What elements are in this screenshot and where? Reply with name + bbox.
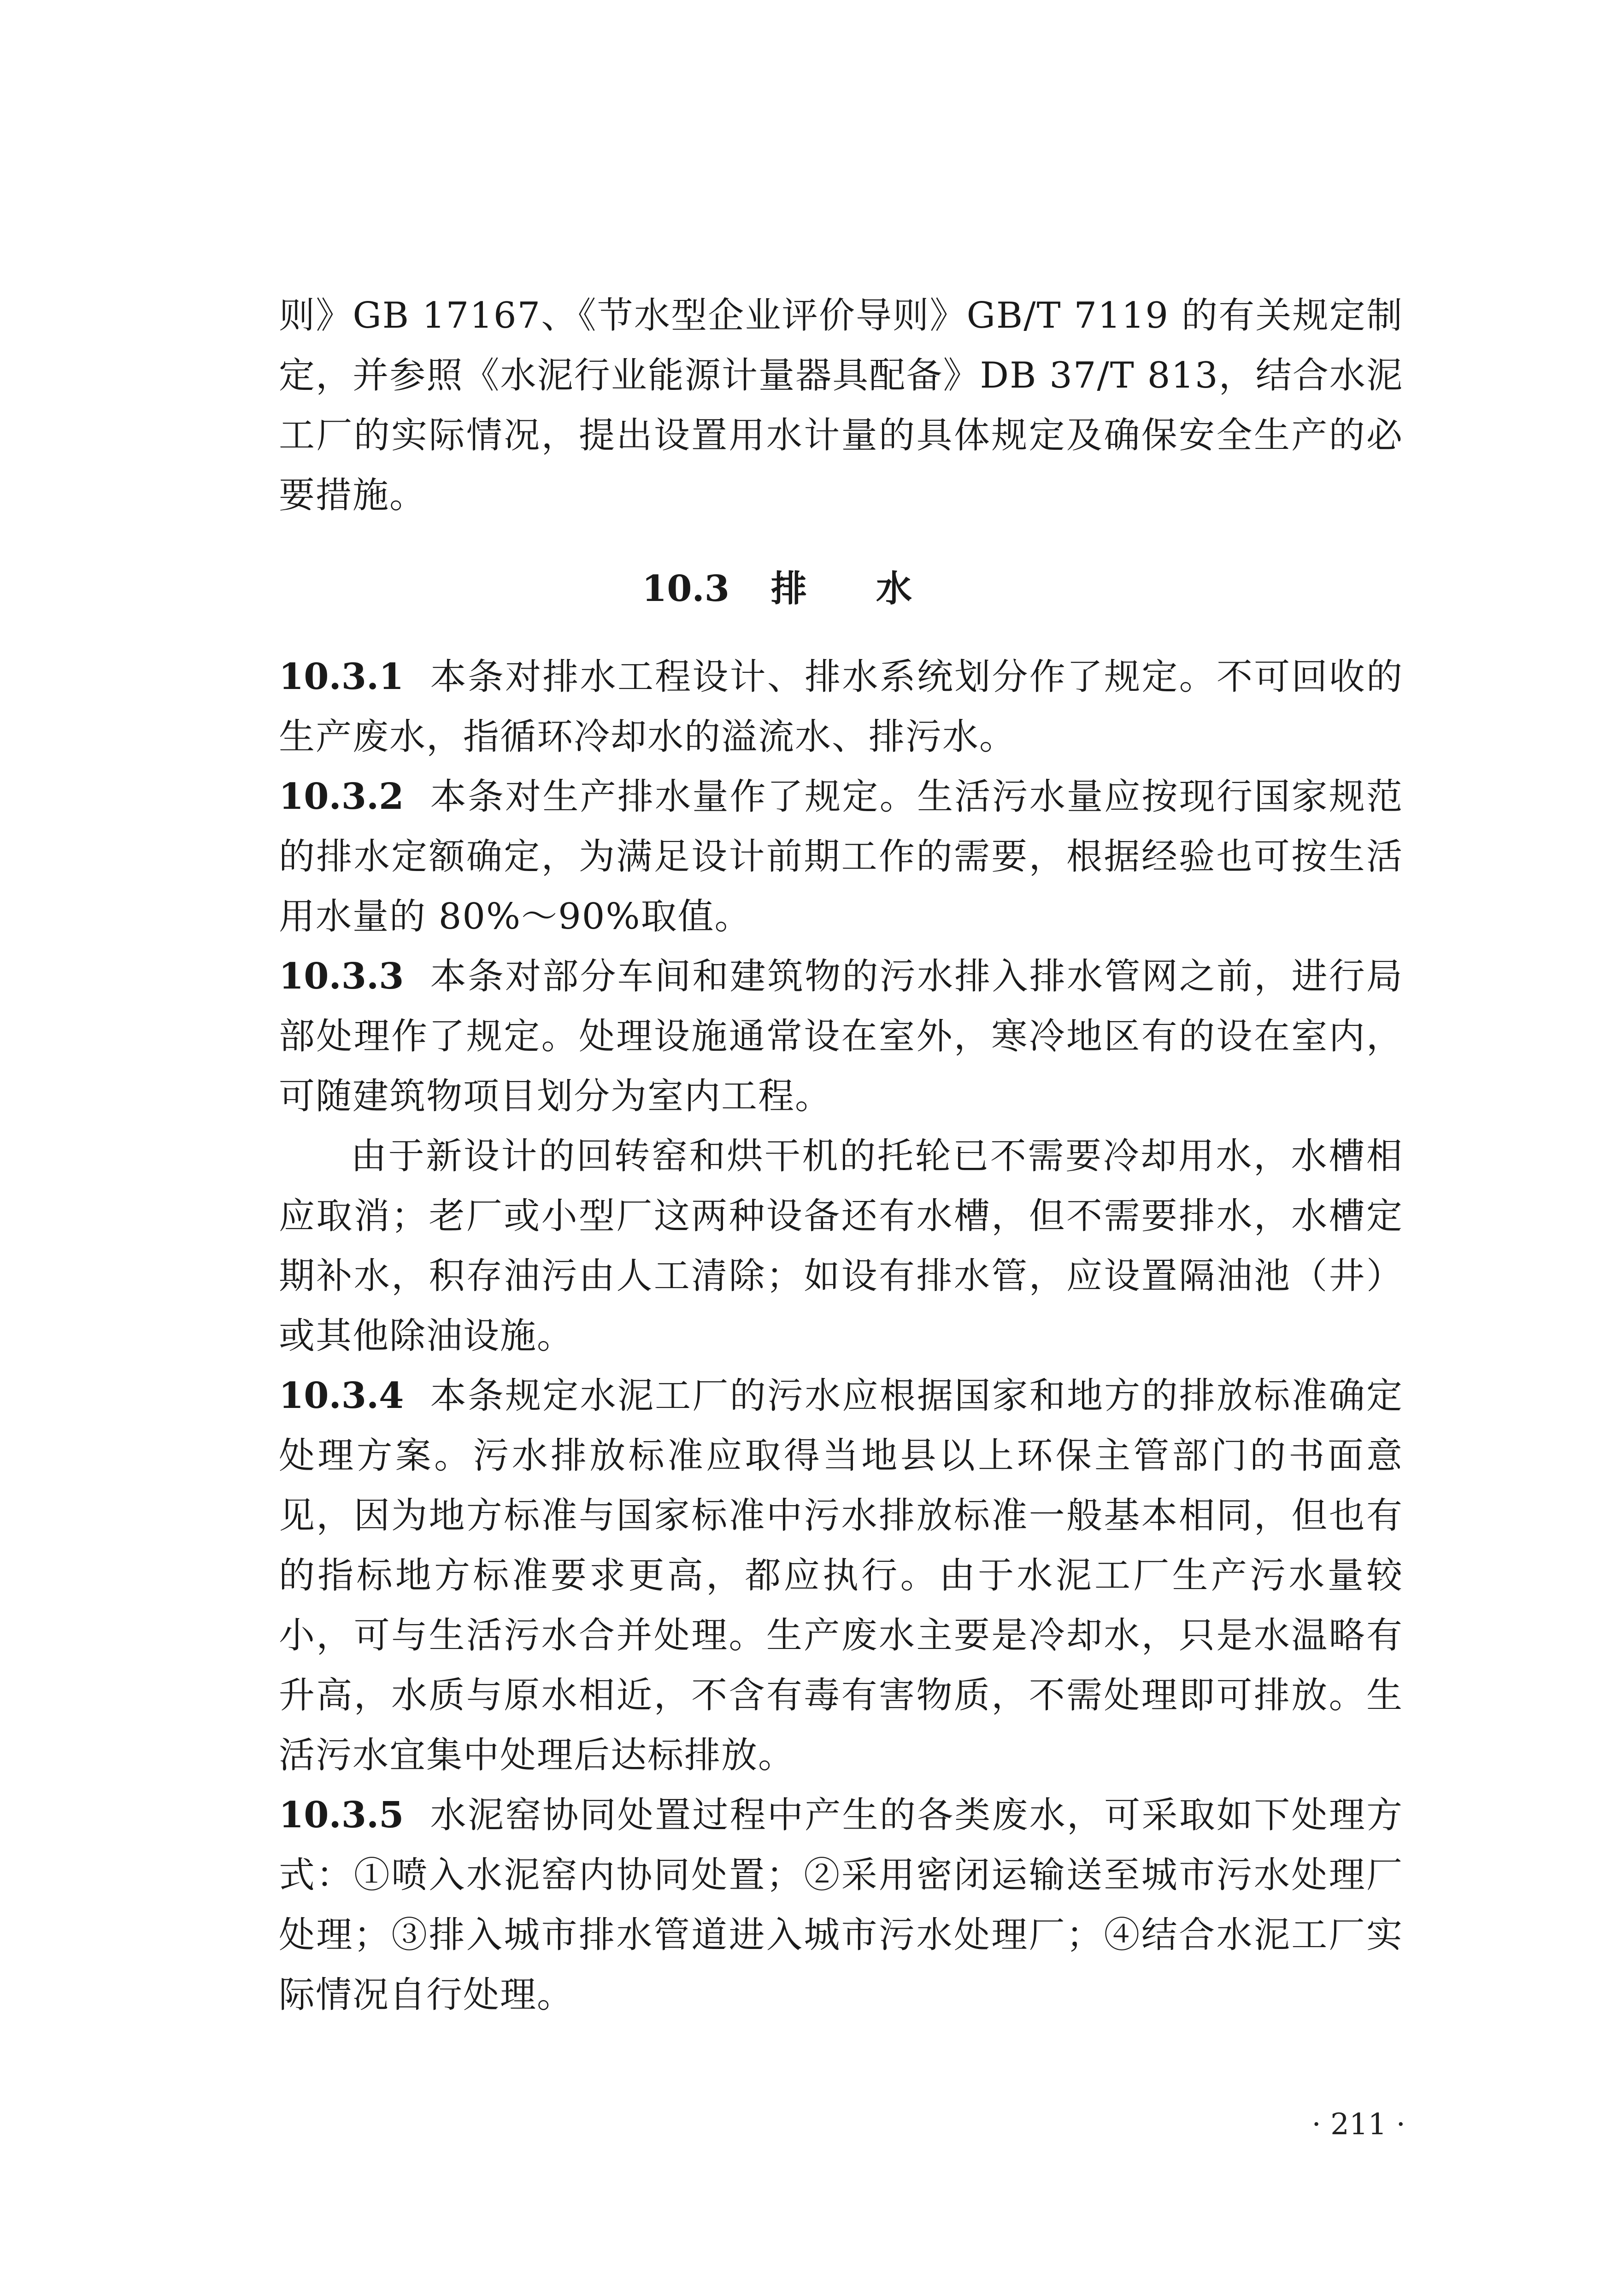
clause-10-3-4 — [279, 1366, 1403, 1785]
clause-number: 10.3.1 — [279, 656, 404, 698]
clause-number: 10.3.5 — [279, 1794, 404, 1836]
clause-10-3-2 — [279, 767, 1403, 947]
clause-number: 10.3.3 — [279, 955, 404, 997]
section-number: 10.3 — [642, 568, 729, 610]
clauses-block — [279, 647, 1403, 2025]
intro-paragraph: 则》GB 17167、《节水型企业评价导则》GB/T 7119 的有关规定制定，并参照《水泥行业能源计量器具配备》DB 37/T 813，结合水泥工厂的实际情况，提出设置用水计量的具体规定及确保安全生产的必要措施。 — [279, 295, 1403, 516]
section-title: 排水 — [770, 568, 981, 610]
clause-number: 10.3.2 — [279, 776, 404, 818]
clause-text: 本条对排水工程设计、排水系统划分作了规定。不可回收的生产废水，指循环冷却水的溢流水、排污水。 — [279, 656, 1403, 758]
clause-text: 本条对生产排水量作了规定。生活污水量应按现行国家规范的排水定额确定，为满足设计前期工作的需要，根据经验也可按生活用水量的 80%～90%取值。 — [279, 776, 1403, 937]
page-number: · 211 · — [1311, 2108, 1405, 2142]
clause-10-3-1 — [279, 647, 1403, 767]
intro-block — [279, 286, 1403, 525]
clause-text: 本条对部分车间和建筑物的污水排入排水管网之前，进行局部处理作了规定。处理设施通常设在室外，寒冷地区有的设在室内，可随建筑物项目划分为室内工程。 — [279, 956, 1403, 1117]
clause-10-3-3-continuation: 由于新设计的回转窑和烘干机的托轮已不需要冷却用水，水槽相应取消；老厂或小型厂这两种设备还有水槽，但不需要排水，水槽定期补水，积存油污由人工清除；如设有排水管，应设置隔油池（井）或其他除油设施。 — [279, 1136, 1403, 1357]
clause-number: 10.3.4 — [279, 1375, 404, 1417]
clause-10-3-5 — [279, 1785, 1403, 2025]
clause-text: 水泥窑协同处置过程中产生的各类废水，可采取如下处理方式：①喷入水泥窑内协同处置；②采用密闭运输送至城市污水处理厂处理；③排入城市排水管道进入城市污水处理厂；④结合水泥工厂实际情况自行处理。 — [279, 1795, 1403, 2016]
clause-text: 本条规定水泥工厂的污水应根据国家和地方的排放标准确定处理方案。污水排放标准应取得当地县以上环保主管部门的书面意见，因为地方标准与国家标准中污水排放标准一般基本相同，但也有的指标地方标准要求更高，都应执行。由于水泥工厂生产污水量较小，可与生活污水合并处理。生产废水主要是冷却水，只是水温略有升高，水质与原水相近，不含有毒有害物质，不需处理即可排放。生活污水宜集中处理后达标排放。 — [279, 1375, 1403, 1776]
section-heading — [0, 559, 1623, 619]
clause-10-3-3 — [279, 947, 1403, 1126]
